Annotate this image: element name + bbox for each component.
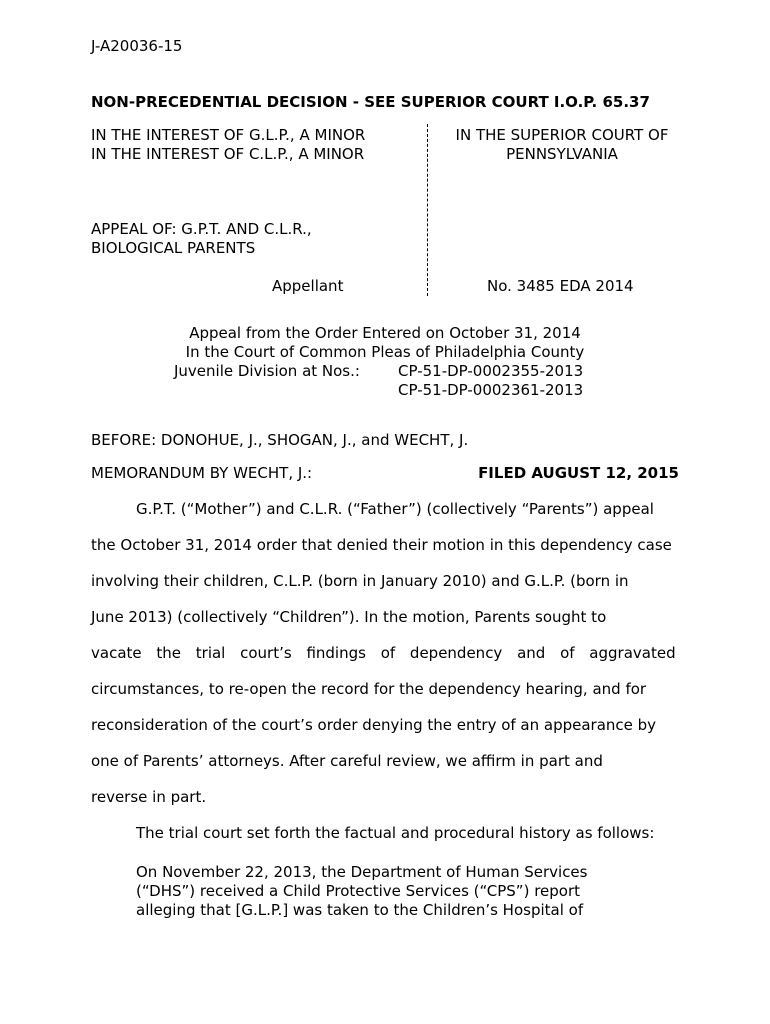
body-line-6 <box>91 680 679 698</box>
caption-divider <box>427 124 428 296</box>
document-id: J-A20036-15 <box>91 37 183 55</box>
body-line-2-text: the October 31, 2014 order that denied their motion in this dependency case <box>91 536 672 554</box>
body-line-2 <box>91 536 679 554</box>
juvenile-division-label: Juvenile Division at Nos.: <box>174 362 360 380</box>
memorandum-by: MEMORANDUM BY WECHT, J.: <box>91 464 313 482</box>
appellant-label: Appellant <box>272 277 344 295</box>
body-line-8 <box>91 752 679 770</box>
caption-left-line1: IN THE INTEREST OF G.L.P., A MINOR <box>91 126 366 144</box>
non-precedential-banner: NON-PRECEDENTIAL DECISION - SEE SUPERIOR COURT I.O.P. 65.37 <box>91 93 650 111</box>
body-line-1-text: G.P.T. (“Mother”) and C.L.R. (“Father”) (collectively “Parents”) appeal <box>136 500 654 518</box>
appeal-of-line2: BIOLOGICAL PARENTS <box>91 239 256 257</box>
docket-number: No. 3485 EDA 2014 <box>487 277 634 295</box>
body-line-3 <box>91 572 679 590</box>
filed-date: FILED AUGUST 12, 2015 <box>478 464 679 482</box>
body-line-5 <box>91 644 679 662</box>
block-quote-line3: alleging that [G.L.P.] was taken to the Children’s Hospital of <box>136 901 584 919</box>
appeal-of-line1: APPEAL OF: G.P.T. AND C.L.R., <box>91 220 312 238</box>
body-line-6-text: circumstances, to re-open the record for the dependency hearing, and for <box>91 680 647 698</box>
appeal-from-line1: Appeal from the Order Entered on October 31, 2014 <box>189 324 581 342</box>
appeal-from-line2: In the Court of Common Pleas of Philadelphia County <box>185 343 585 361</box>
body-line-4 <box>91 608 679 626</box>
court-name-line2: PENNSYLVANIA <box>506 145 618 163</box>
quote-intro: The trial court set forth the factual and procedural history as follows: <box>136 824 655 842</box>
block-quote-line1: On November 22, 2013, the Department of Human Services <box>136 863 588 881</box>
court-name-line1: IN THE SUPERIOR COURT OF <box>455 126 669 144</box>
before-panel: BEFORE: DONOHUE, J., SHOGAN, J., and WECHT, J. <box>91 431 469 449</box>
case-number-2: CP-51-DP-0002361-2013 <box>398 381 584 399</box>
body-line-8-text: one of Parents’ attorneys. After careful review, we affirm in part and <box>91 752 603 770</box>
block-quote-line2: (“DHS”) received a Child Protective Services (“CPS”) report <box>136 882 581 900</box>
body-line-7 <box>91 716 679 734</box>
caption-left-line2: IN THE INTEREST OF C.L.P., A MINOR <box>91 145 365 163</box>
body-line-7-text: reconsideration of the court’s order denying the entry of an appearance by <box>91 716 657 734</box>
case-number-1: CP-51-DP-0002355-2013 <box>398 362 584 380</box>
body-line-5-text: vacate the trial court’s findings of dependency and of aggravated <box>91 644 676 662</box>
body-line-9: reverse in part. <box>91 788 207 806</box>
body-line-4-text: June 2013) (collectively “Children”). In the motion, Parents sought to <box>91 608 607 626</box>
body-line-1 <box>136 500 679 518</box>
body-line-3-text: involving their children, C.L.P. (born in January 2010) and G.L.P. (born in <box>91 572 629 590</box>
